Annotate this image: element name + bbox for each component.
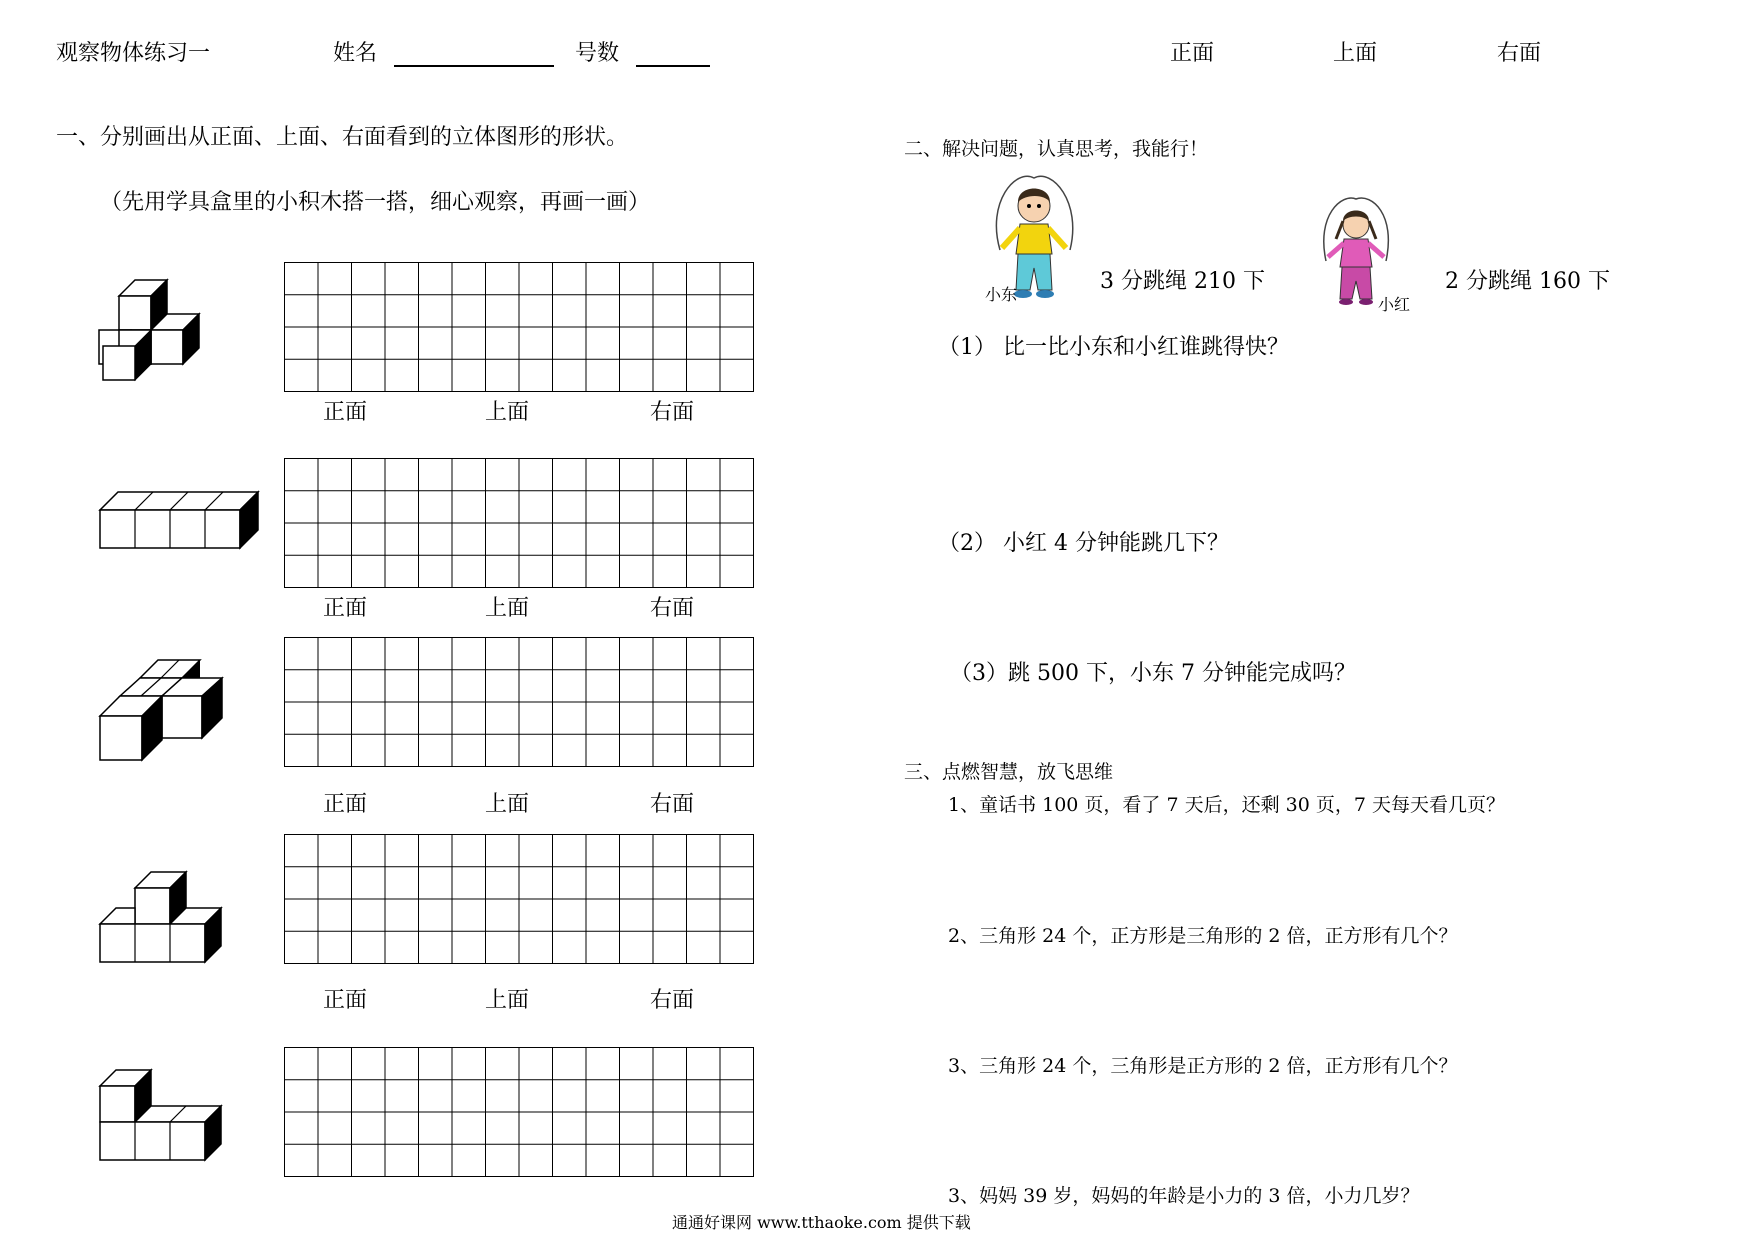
cube-figure-4 — [100, 872, 225, 964]
question-3-4: 3、妈妈 39 岁，妈妈的年龄是小力的 3 倍，小力几岁？ — [948, 1185, 1420, 1207]
question-2-2: （2） 小红 4 分钟能跳几下？ — [938, 531, 1229, 556]
view-label-top-3: 上面 — [485, 792, 530, 817]
section1-heading: 一、分别画出从正面、上面、右面看到的立体图形的形状。 — [56, 125, 629, 150]
drawing-grid-1[interactable] — [284, 262, 754, 392]
boy-fact: 3 分跳绳 210 下 — [1100, 269, 1265, 294]
view-label-front-4: 正面 — [323, 988, 368, 1013]
view-label-top-1: 上面 — [485, 400, 530, 425]
section2-heading: 二、解决问题，认真思考，我能行！ — [904, 138, 1209, 160]
view-label-right-3: 右面 — [650, 792, 695, 817]
question-2-1: （1） 比一比小东和小红谁跳得快？ — [938, 335, 1289, 360]
cube-figure-1 — [95, 280, 215, 392]
view-label-top-2: 上面 — [485, 596, 530, 621]
name-label — [333, 36, 554, 67]
view-label-right-2: 右面 — [650, 596, 695, 621]
view-label-front-1: 正面 — [323, 400, 368, 425]
question-3-2: 2、三角形 24 个，正方形是三角形的 2 倍，正方形有几个？ — [948, 925, 1458, 947]
drawing-grid-3[interactable] — [284, 637, 754, 767]
top-view-label-top: 上面 — [1333, 41, 1378, 66]
worksheet-title: 观察物体练习一 — [56, 41, 211, 66]
number-label-text: 号数 — [575, 41, 620, 66]
name-field[interactable] — [394, 39, 554, 67]
question-3-1: 1、童话书 100 页，看了 7 天后，还剩 30 页，7 天每天看几页？ — [948, 794, 1505, 816]
footer-credit: 通通好课网 www.tthaoke.com 提供下载 — [672, 1213, 971, 1232]
cube-figure-2 — [100, 492, 260, 552]
name-label-text: 姓名 — [333, 41, 378, 66]
cube-figure-5 — [100, 1068, 225, 1163]
view-label-front-3: 正面 — [323, 792, 368, 817]
question-3-3: 3、三角形 24 个，三角形是正方形的 2 倍，正方形有几个？ — [948, 1055, 1458, 1077]
top-view-label-right: 右面 — [1497, 41, 1542, 66]
top-view-label-front: 正面 — [1170, 41, 1215, 66]
view-label-right-4: 右面 — [650, 988, 695, 1013]
girl-fact: 2 分跳绳 160 下 — [1445, 269, 1610, 294]
section1-note: （先用学具盒里的小积木搭一搭，细心观察，再画一画） — [100, 190, 651, 215]
girl-name-label: 小红 — [1378, 295, 1411, 314]
number-label — [575, 36, 710, 67]
cube-figure-3 — [100, 660, 225, 765]
section3-heading: 三、点燃智慧，放飞思维 — [904, 761, 1114, 783]
boy-name-label: 小东 — [985, 285, 1018, 304]
number-field[interactable] — [636, 39, 710, 67]
drawing-grid-5[interactable] — [284, 1047, 754, 1177]
question-2-3: （3）跳 500 下，小东 7 分钟能完成吗？ — [950, 661, 1356, 686]
view-label-right-1: 右面 — [650, 400, 695, 425]
view-label-front-2: 正面 — [323, 596, 368, 621]
drawing-grid-4[interactable] — [284, 834, 754, 964]
drawing-grid-2[interactable] — [284, 458, 754, 588]
view-label-top-4: 上面 — [485, 988, 530, 1013]
